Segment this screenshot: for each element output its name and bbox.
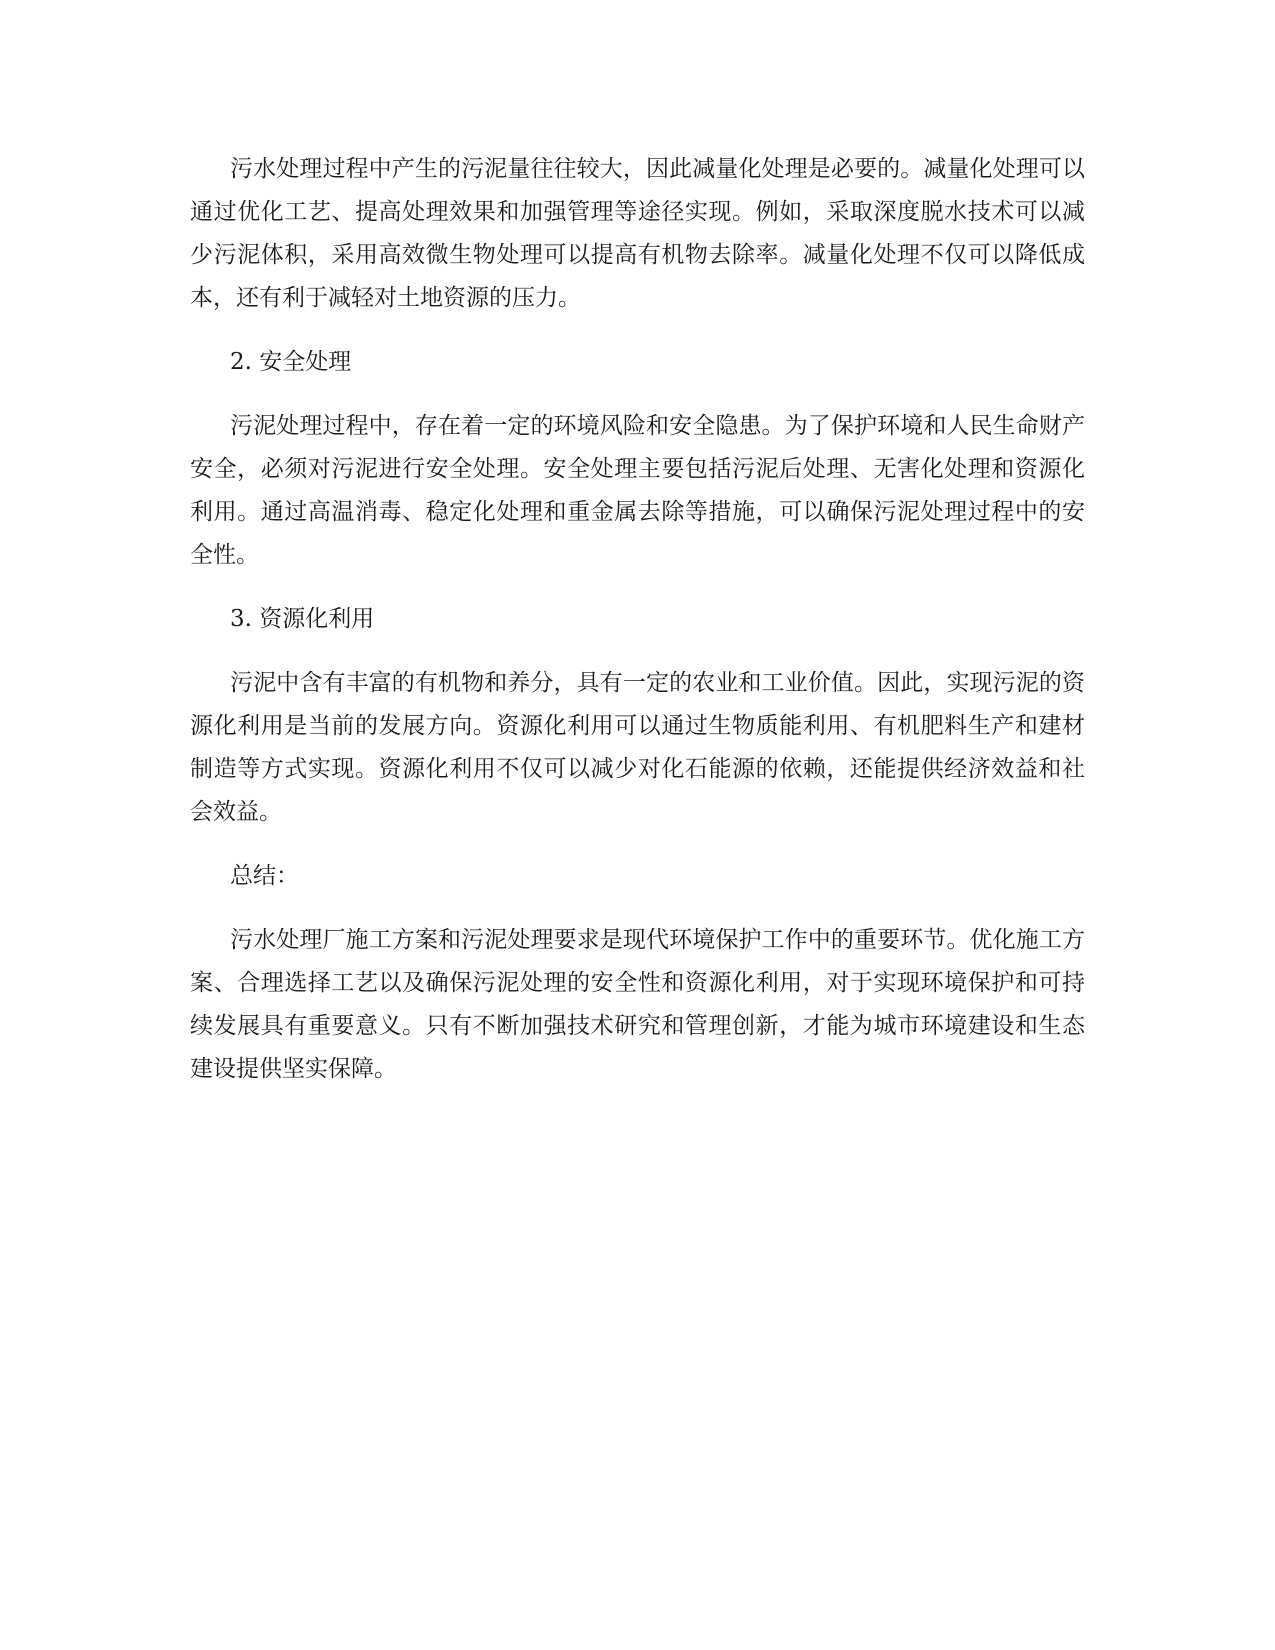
paragraph-resource-utilization: 污泥中含有丰富的有机物和养分，具有一定的农业和工业价值。因此，实现污泥的资源化利用是当前的发展方向。资源化利用可以通过生物质能利用、有机肥料生产和建材制造等方式实现。资源化利用不仅可以减少对化石能源的依赖，还能提供经济效益和社会效益。 [190, 670, 1085, 825]
section-heading-summary: 总结： [230, 863, 299, 889]
section-heading-safe-treatment: 2. 安全处理 [230, 349, 352, 375]
paragraph-volume-reduction: 污水处理过程中产生的污泥量往往较大，因此减量化处理是必要的。减量化处理可以通过优化工艺、提高处理效果和加强管理等途径实现。例如，采取深度脱水技术可以减少污泥体积，采用高效微生物处理可以提高有机物去除率。减量化处理不仅可以降低成本，还有利于减轻对土地资源的压力。 [190, 156, 1085, 311]
section-heading-resource-utilization: 3. 资源化利用 [230, 606, 375, 632]
document-body [190, 148, 1085, 1112]
paragraph-safe-treatment: 污泥处理过程中，存在着一定的环境风险和安全隐患。为了保护环境和人民生命财产安全，必须对污泥进行安全处理。安全处理主要包括污泥后处理、无害化处理和资源化利用。通过高温消毒、稳定化处理和重金属去除等措施，可以确保污泥处理过程中的安全性。 [190, 413, 1085, 568]
paragraph-summary: 污水处理厂施工方案和污泥处理要求是现代环境保护工作中的重要环节。优化施工方案、合理选择工艺以及确保污泥处理的安全性和资源化利用，对于实现环境保护和可持续发展具有重要意义。只有不断加强技术研究和管理创新，才能为城市环境建设和生态建设提供坚实保障。 [190, 927, 1085, 1082]
